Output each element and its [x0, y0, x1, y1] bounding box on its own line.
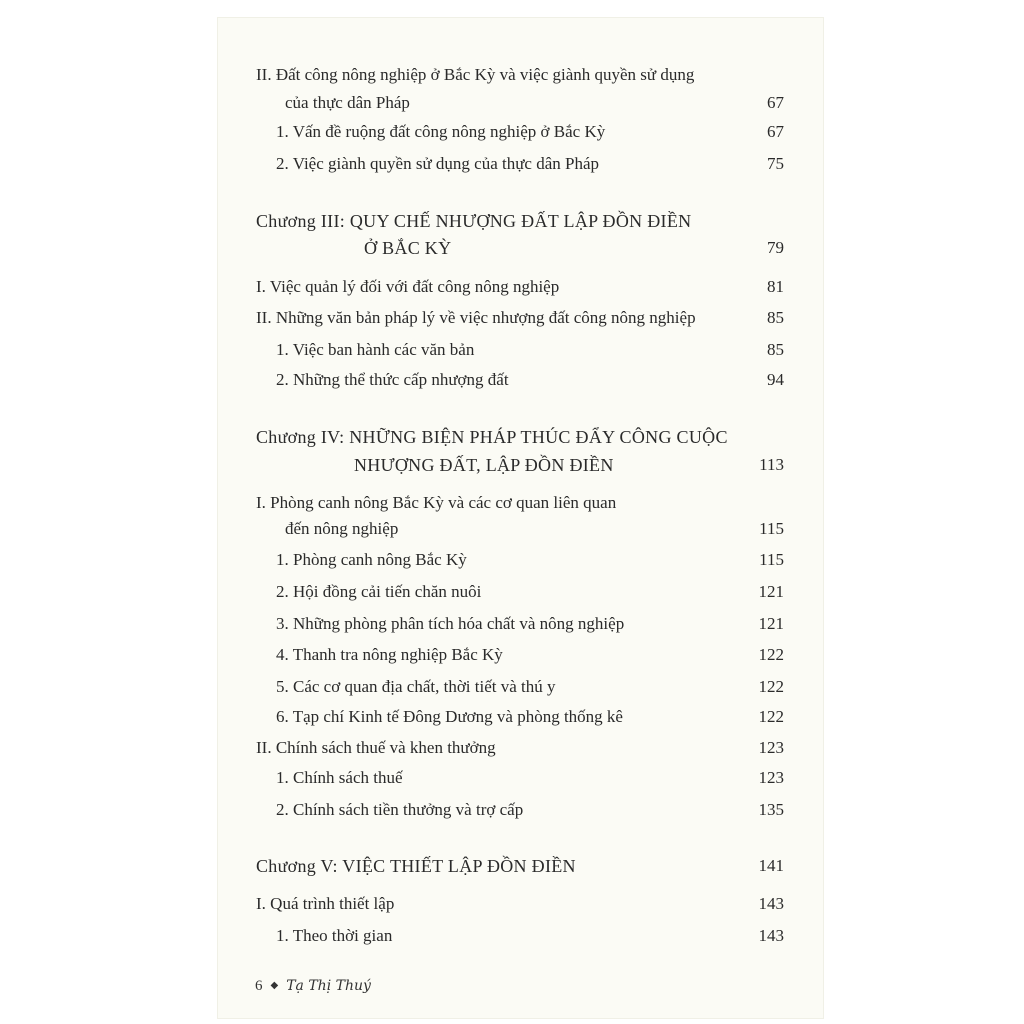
toc-entry: 2. Chính sách tiền thưởng và trợ cấp — [276, 800, 524, 819]
toc-entry: 1. Phòng canh nông Bắc Kỳ — [276, 550, 467, 569]
toc-page-number: 67 — [767, 93, 784, 112]
toc-entry: 1. Việc ban hành các văn bản — [276, 340, 475, 359]
toc-page-number: 85 — [767, 340, 784, 359]
toc-page-number: 122 — [758, 707, 784, 726]
toc-page-number: 122 — [758, 645, 784, 664]
toc-page-number: 75 — [767, 154, 784, 173]
toc-entry: I. Phòng canh nông Bắc Kỳ và các cơ quan liên quan — [256, 493, 617, 512]
toc-entry: I. Quá trình thiết lập — [256, 894, 395, 913]
toc-page-number: 123 — [758, 768, 784, 787]
toc-page-number: 81 — [767, 277, 784, 296]
toc-entry: 5. Các cơ quan địa chất, thời tiết và thú y — [276, 677, 556, 696]
toc-entry: 3. Những phòng phân tích hóa chất và nông nghiệp — [276, 614, 625, 633]
toc-chapter-heading: Chương V: VIỆC THIẾT LẬP ĐỒN ĐIỀN — [256, 856, 576, 876]
toc-page-number: 143 — [758, 894, 784, 913]
toc-page-number: 115 — [759, 519, 784, 538]
footer-page-number: 6 — [255, 978, 263, 994]
toc-page-number: 115 — [759, 550, 784, 569]
toc-entry: II. Những văn bản pháp lý về việc nhượng đất công nông nghiệp — [256, 308, 696, 327]
toc-page-number: 141 — [758, 856, 784, 875]
toc-page-number: 67 — [767, 122, 784, 141]
toc-entry: 2. Hội đồng cải tiến chăn nuôi — [276, 582, 482, 601]
footer-author: Tạ Thị Thuý — [286, 978, 371, 994]
toc-page-number: 143 — [758, 926, 784, 945]
toc-chapter-heading: Ở BẮC KỲ — [364, 238, 452, 258]
toc-page-number: 123 — [758, 738, 784, 757]
toc-page-number: 135 — [758, 800, 784, 819]
toc-page-number: 113 — [759, 455, 784, 474]
toc-page-number: 121 — [758, 614, 784, 633]
toc-entry: 2. Việc giành quyền sử dụng của thực dân Pháp — [276, 154, 600, 173]
toc-entry: 4. Thanh tra nông nghiệp Bắc Kỳ — [276, 645, 503, 664]
toc-entry: 1. Chính sách thuế — [276, 768, 403, 787]
toc-page-number: 94 — [767, 370, 784, 389]
toc-chapter-heading: NHƯỢNG ĐẤT, LẬP ĐỒN ĐIỀN — [354, 455, 614, 475]
toc-page-number: 122 — [758, 677, 784, 696]
toc-entry: 6. Tạp chí Kinh tế Đông Dương và phòng thống kê — [276, 707, 623, 726]
footer-separator: ◆ — [270, 980, 279, 991]
toc-entry: 1. Theo thời gian — [276, 926, 393, 945]
toc-chapter-heading: Chương IV: NHỮNG BIỆN PHÁP THÚC ĐẨY CÔNG CUỘC — [256, 427, 728, 447]
toc-page-number: 85 — [767, 308, 784, 327]
toc-entry: đến nông nghiệp — [285, 519, 399, 538]
toc-entry: của thực dân Pháp — [285, 93, 410, 112]
toc-entry: 2. Những thể thức cấp nhượng đất — [276, 370, 509, 389]
toc-entry: II. Chính sách thuế và khen thưởng — [256, 738, 496, 757]
toc-entry: II. Đất công nông nghiệp ở Bắc Kỳ và việc giành quyền sử dụng — [256, 65, 695, 84]
toc-chapter-heading: Chương III: QUY CHẾ NHƯỢNG ĐẤT LẬP ĐỒN ĐIỀN — [256, 211, 692, 231]
toc-entry: 1. Vấn đề ruộng đất công nông nghiệp ở Bắc Kỳ — [276, 122, 606, 141]
page-footer — [255, 978, 371, 995]
toc-entry: I. Việc quản lý đối với đất công nông nghiệp — [256, 277, 560, 296]
toc-page-number: 121 — [758, 582, 784, 601]
toc-page-number: 79 — [767, 238, 784, 257]
